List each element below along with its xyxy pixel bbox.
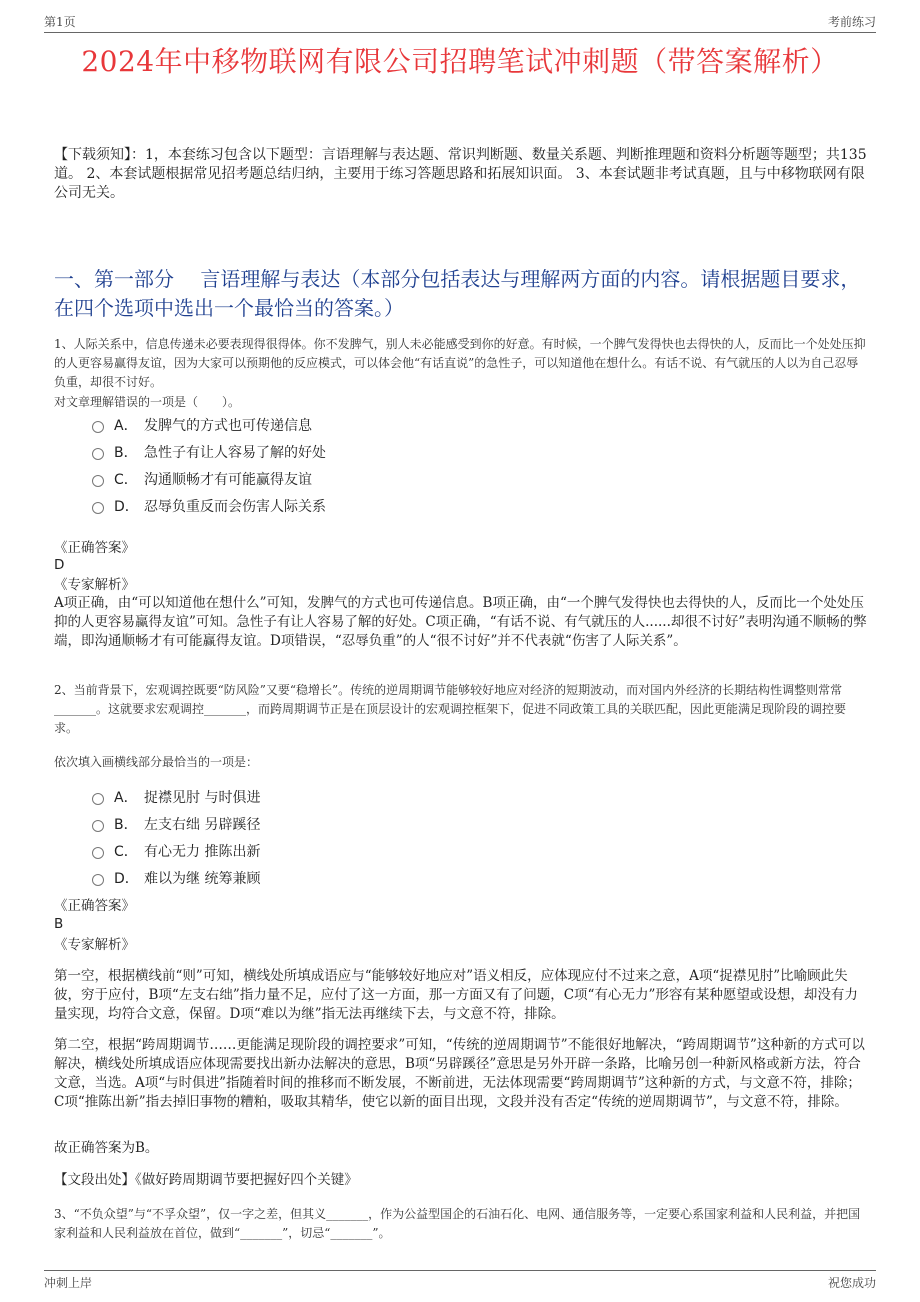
radio-icon[interactable]	[92, 421, 104, 433]
answer-label: 《正确答案》	[54, 898, 135, 914]
section-heading: 一、第一部分 言语理解与表达（本部分包括表达与理解两方面的内容。请根据题目要求，在四个选项中选出一个最恰当的答案。）	[54, 267, 861, 320]
question-3-stem: 3、“不负众望”与“不孚众望”，仅一字之差，但其义_______，作为公益型国企的石油石化、电网、通信服务等，一定要心系国家利益和人民利益，并把国家利益和人民利益放在首位，做到“_______”，切忌“_______”。	[54, 1207, 861, 1240]
radio-icon[interactable]	[92, 874, 104, 886]
conclusion: 故正确答案为B。	[54, 1140, 159, 1156]
source-citation: 【文段出处】《做好跨周期调节要把握好四个关键》	[54, 1172, 358, 1188]
question-2-options	[92, 783, 260, 891]
question-1-prompt: 对文章理解错误的一项是（ ）。	[54, 395, 241, 409]
answer-label: 《正确答案》	[54, 540, 135, 556]
radio-icon[interactable]	[92, 448, 104, 460]
page-number: 第1页	[44, 14, 76, 29]
radio-icon[interactable]	[92, 502, 104, 514]
option-a[interactable]: A． 捉襟见肘 与时俱进	[92, 783, 260, 810]
analysis-paragraph-2: 第二空，根据“跨周期调节……更能满足现阶段的调控要求”可知，“传统的逆周期调节”不能很好地解决，“跨周期调节”这种新的方式可以解决，横线处所填成语应体现需要找出新办法解决的意思，B项“另辟蹊径”意思是另外开辟一条路，比喻另创一种新风格或新方法，符合文意，当选。A项“与时俱进”指随着时间的推移而不断发展，不断前进，无法体现需要“跨周期调节”这种新的方式，与文意不符，排除；C项“推陈出新”指去掉旧事物的糟粕，吸取其精华，使它以新的面目出现，文段并没有否定“传统的逆周期调节”，与文意不符，排除。	[54, 1037, 865, 1110]
question-1-stem: 1、人际关系中，信息传递未必要表现得很得体。你不发脾气，别人未必能感受到你的好意。有时候，一个脾气发得快也去得快的人，反而比一个处处压抑的人更容易赢得友谊，因为大家可以预期他的反应模式，可以体会他“有话直说”的急性子，可以知道他在想什么。有话不说、有气就压的人以为自己忍辱负重，却很不讨好。	[54, 337, 866, 389]
radio-icon[interactable]	[92, 847, 104, 859]
radio-icon[interactable]	[92, 475, 104, 487]
footer-left: 冲刺上岸	[44, 1275, 93, 1290]
analysis-label: 《专家解析》	[54, 937, 135, 953]
analysis-text: A项正确，由“可以知道他在想什么”可知，发脾气的方式也可传递信息。B项正确，由“一个脾气发得快也去得快的人，反而比一个处处压抑的人更容易赢得友谊”可知。急性子有让人容易了解的好处。C项正确，“有话不说、有气就压的人......却很不讨好”表明沟通不顺畅的弊端，即沟通顺畅才有可能赢得友谊。D项错误，“忍辱负重”的人“很不讨好”并不代表就“伤害了人际关系”。	[54, 595, 867, 649]
option-a[interactable]: A． 发脾气的方式也可传递信息	[92, 411, 326, 438]
option-b[interactable]: B． 左支右绌 另辟蹊径	[92, 810, 260, 837]
page-header	[44, 10, 876, 33]
radio-icon[interactable]	[92, 820, 104, 832]
question-1-options	[92, 411, 326, 519]
download-notice: 【下载须知】：1，本套练习包含以下题型：言语理解与表达题、常识判断题、数量关系题、判断推理题和资料分析题等题型；共135道。 2、本套试题根据常见招考题总结归纳，主要用于练习答题思路和拓展知识面。 3、本套试题非考试真题，且与中移物联网有限公司无关。	[54, 147, 867, 201]
page-footer	[44, 1270, 876, 1293]
question-2-prompt: 依次填入画横线部分最恰当的一项是：	[54, 755, 259, 769]
analysis-label: 《专家解析》	[54, 577, 135, 593]
option-b[interactable]: B． 急性子有让人容易了解的好处	[92, 438, 326, 465]
header-label: 考前练习	[827, 14, 876, 29]
option-c[interactable]: C． 有心无力 推陈出新	[92, 837, 260, 864]
option-d[interactable]: D． 忍辱负重反而会伤害人际关系	[92, 492, 326, 519]
answer-value: B	[54, 916, 64, 932]
analysis-paragraph-1: 第一空，根据横线前“则”可知，横线处所填成语应与“能够较好地应对”语义相反，应体现应付不过来之意，A项“捉襟见肘”比喻顾此失彼，穷于应付，B项“左支右绌”指力量不足，应付了这一方面，那一方面又有了问题，C项“有心无力”形容有某种愿望或设想，却没有力量实现，均符合文意，保留。D项“难以为继”指无法再继续下去，与文意不符，排除。	[54, 968, 858, 1022]
option-c[interactable]: C． 沟通顺畅才有可能赢得友谊	[92, 465, 326, 492]
answer-value: D	[54, 557, 65, 573]
option-d[interactable]: D． 难以为继 统筹兼顾	[92, 864, 260, 891]
footer-right: 祝您成功	[827, 1275, 876, 1290]
radio-icon[interactable]	[92, 793, 104, 805]
document-title: 2024年中移物联网有限公司招聘笔试冲刺题（带答案解析）	[81, 45, 839, 78]
question-2-stem: 2、当前背景下，宏观调控既要“防风险”又要“稳增长”。传统的逆周期调节能够较好地应对经济的短期波动，而对国内外经济的长期结构性调整则常常_______。这就要求宏观调控_______，而跨周期调节正是在顶层设计的宏观调控框架下，促进不同政策工具的关联匹配，因此更能满足现阶段的调控要求。	[54, 683, 847, 735]
